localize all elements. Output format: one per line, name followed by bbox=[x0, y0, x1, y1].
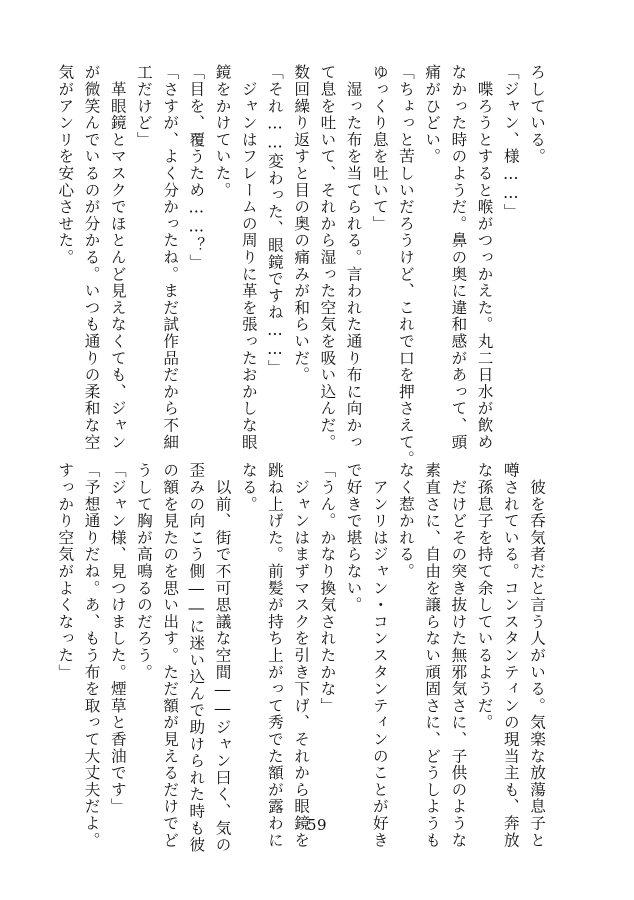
text-line: ジャンはまずマスクを引き下げ、それから眼鏡を bbox=[292, 462, 311, 849]
text-line: すっかり空気がよくなった」 bbox=[56, 462, 75, 681]
text-line: な孫息子を持て余しているようだ。 bbox=[475, 462, 494, 731]
text-line: なかった時のようだ。鼻の奥に違和感があって、頭 bbox=[449, 64, 468, 451]
text-line: 数回繰り返すと目の奥の痛みが和らいだ。 bbox=[292, 64, 311, 384]
text-line: ジャンはフレームの周りに革を張ったおかしな眼 bbox=[239, 64, 258, 451]
page-number: 59 bbox=[306, 816, 328, 834]
text-line: 素直さに、自由を譲らない頑固さに、どうしようも bbox=[423, 462, 442, 849]
text-line: 「ジャン、様……」 bbox=[501, 64, 520, 220]
text-line: なく惹かれる。 bbox=[396, 462, 415, 580]
text-line: が微笑んでいるのが分かる。いつも通りの柔和な空 bbox=[82, 64, 101, 451]
text-line: 革眼鏡とマスクでほとんど見えなくても、ジャン bbox=[108, 64, 127, 451]
text-line: ろしている。 bbox=[528, 64, 546, 165]
text-line: 工だけど」 bbox=[134, 64, 153, 148]
text-line: 「目を、覆うため……？」 bbox=[187, 64, 206, 271]
text-line: 彼を呑気者だと言う人がいる。気楽な放蕩息子と bbox=[528, 462, 546, 849]
text-line: アンリはジャン・コンスタンティンのことが好き bbox=[370, 462, 389, 849]
text-line: 痛がひどい。 bbox=[423, 64, 442, 165]
text-line: て息を吐いて、それから湿った空気を吸い込んだ。 bbox=[318, 64, 337, 451]
text-line: 気がアンリを安心させた。 bbox=[56, 64, 75, 266]
text-line: ゆっくり息を吐いて」 bbox=[370, 64, 389, 232]
text-line: 「ジャン様、見つけました。煙草と香油です」 bbox=[108, 462, 127, 815]
text-line: 「ちょっと苦しいだろうけど、これで口を押さえて。 bbox=[396, 64, 415, 468]
text-line: の額を見たのを思い出す。ただ額が見えるだけでど bbox=[161, 462, 180, 849]
text-line: 「それ……変わった、眼鏡ですね……」 bbox=[265, 64, 284, 376]
text-line: 「うん。かなり換気されたかな」 bbox=[318, 462, 337, 714]
text-line: 喋ろうとすると喉がつっかえた。丸二日水が飲め bbox=[475, 64, 494, 451]
text-line: 以前、街で不可思議な空間――ジャン曰く、気の bbox=[213, 462, 232, 854]
text-line: 噂されている。コンスタンティンの現当主も、奔放 bbox=[501, 462, 520, 849]
text-line: 「さすが、よく分かったね。まだ試作品だから不細 bbox=[161, 64, 180, 451]
text-line: うして胸が高鳴るのだろう。 bbox=[134, 462, 153, 681]
text-line: 歪みの向こう側――に迷い込んで助けられた時も彼 bbox=[187, 462, 206, 854]
text-line: なる。 bbox=[239, 462, 258, 513]
text-line: だけどその突き抜けた無邪気さに、子供のような bbox=[449, 462, 468, 849]
text-line: で好きで堪らない。 bbox=[344, 462, 363, 614]
upper-text-column bbox=[52, 64, 550, 468]
text-line: 湿った布を当てられる。言われた通り布に向かっ bbox=[344, 64, 363, 451]
text-line: 「予想通りだね。あ、もう布を取って大丈夫だよ。 bbox=[82, 462, 101, 849]
text-line: 跳ね上げた。前髪が持ち上がって秀でた額が露わに bbox=[265, 462, 284, 849]
text-line: 鏡をかけていた。 bbox=[213, 64, 232, 199]
